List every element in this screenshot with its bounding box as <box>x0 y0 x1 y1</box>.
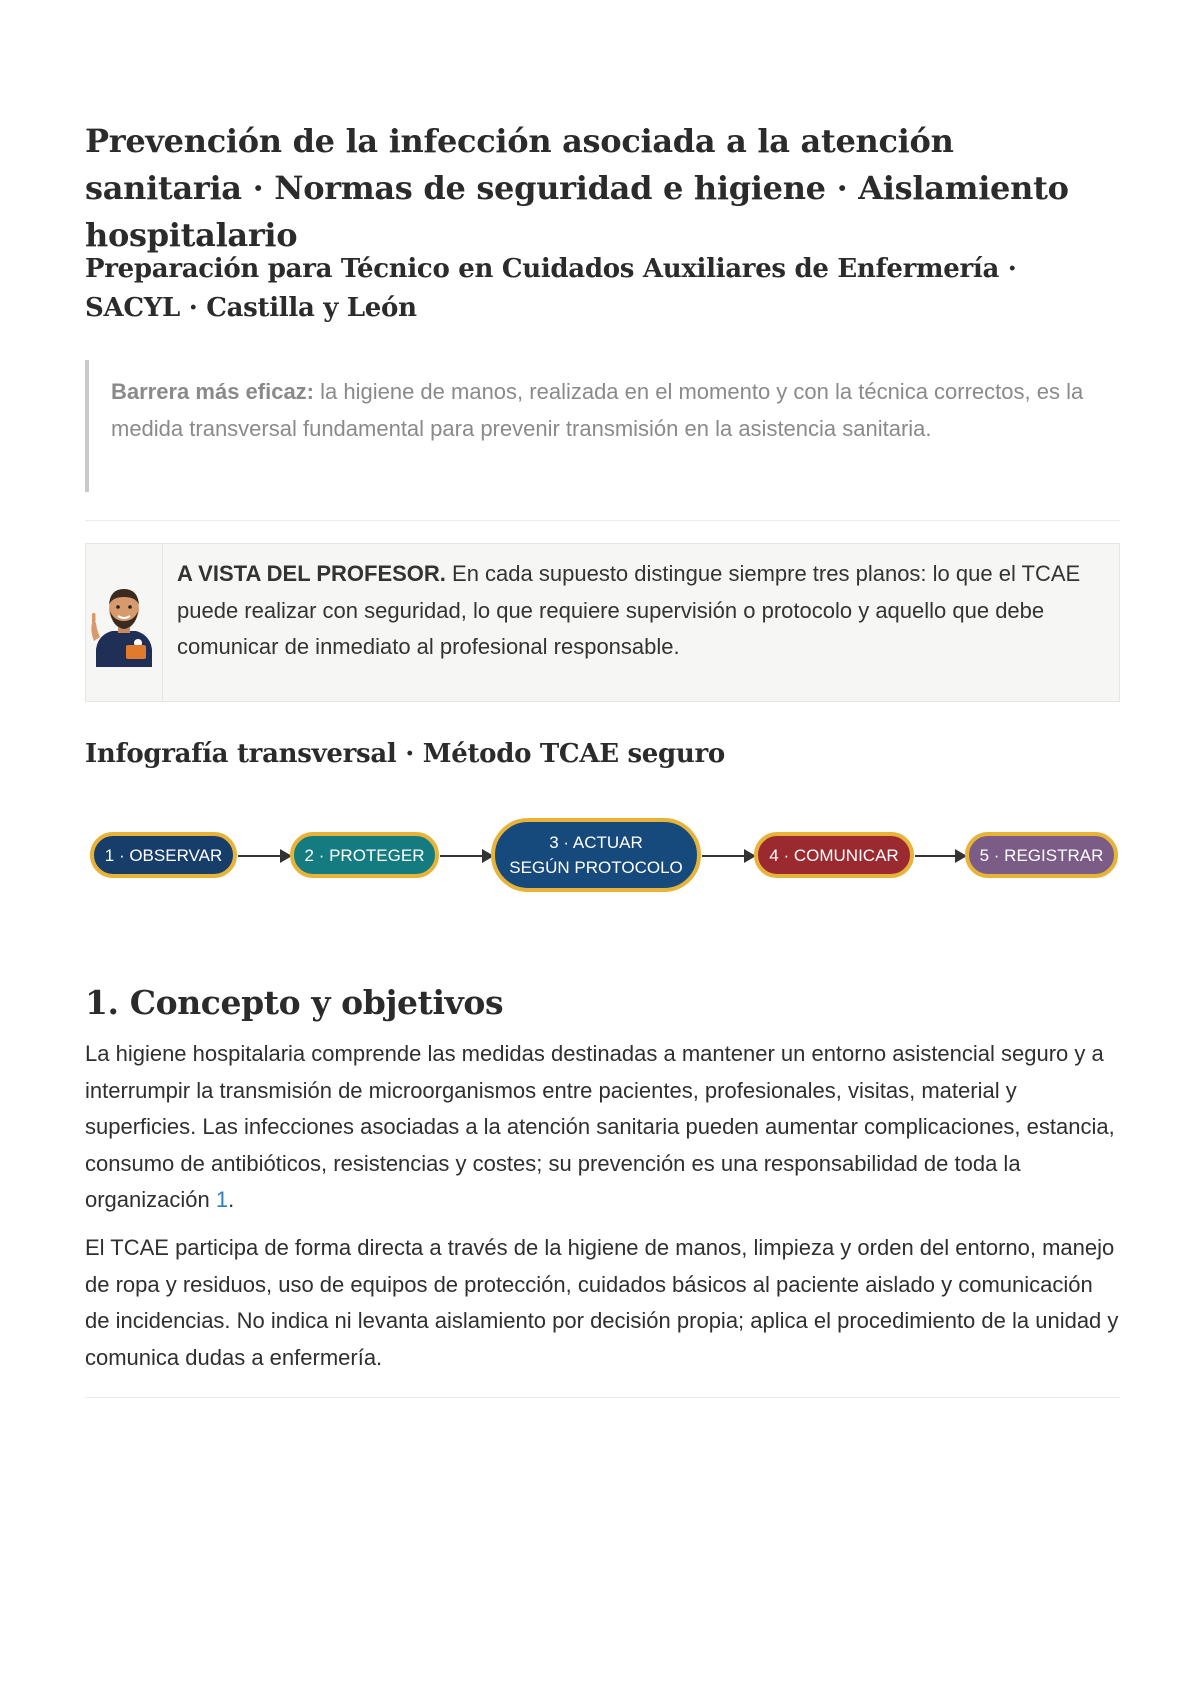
paragraph-end: . <box>228 1187 235 1212</box>
infographic-title: Infografía transversal · Método TCAE seguro <box>85 739 725 769</box>
section-title: 1. Concepto y objetivos <box>85 983 504 1022</box>
flow-arrow <box>915 855 965 857</box>
divider <box>85 1397 1120 1398</box>
step-comunicar <box>754 832 914 878</box>
professor-note <box>85 543 1120 702</box>
quote-label: Barrera más eficaz: <box>111 379 315 404</box>
flow-arrow <box>702 855 754 857</box>
professor-body: En cada supuesto distingue siempre tres planos: lo que el TCAE puede realizar con seguridad, lo que requiere supervisión o protocolo y aquello que debe comunicar de inmediato al profesional responsable. <box>177 561 1081 659</box>
section-paragraph-1 <box>85 1036 1120 1219</box>
divider <box>85 520 1120 521</box>
page-title: Prevención de la infección asociada a la atención sanitaria · Normas de seguridad e higiene · Aislamiento hospitalario <box>85 122 1069 254</box>
step-observar <box>90 832 237 878</box>
infographic-flow <box>85 815 1120 895</box>
step-actuar <box>491 818 701 892</box>
step-proteger <box>290 832 439 878</box>
avatar <box>86 544 163 701</box>
step-registrar <box>965 832 1118 878</box>
page-subtitle: Preparación para Técnico en Cuidados Auxiliares de Enfermería · SACYL · Castilla y León <box>85 254 1017 323</box>
flow-arrow <box>238 855 290 857</box>
flow-arrow <box>440 855 492 857</box>
step-label: 4 · COMUNICAR <box>769 845 899 865</box>
step-label: 1 · OBSERVAR <box>104 845 223 865</box>
professor-avatar-icon <box>86 579 162 667</box>
citation-link[interactable]: 1 <box>215 1187 229 1212</box>
step-label-line2: SEGÚN PROTOCOLO <box>509 858 683 877</box>
step-label-line1: 3 · ACTUAR <box>549 833 643 852</box>
section-paragraph-2: El TCAE participa de forma directa a través de la higiene de manos, limpieza y orden del entorno, manejo de ropa y residuos, uso de equipos de protección, cuidados básicos al paciente aislado y comunicación de incidencias. No indica ni levanta aislamiento por decisión propia; aplica el procedimiento de la unidad y comunica dudas a enfermería. <box>85 1235 1119 1370</box>
professor-text <box>163 544 1119 701</box>
quote-text: la higiene de manos, realizada en el momento y con la técnica correctos, es la medida transversal fundamental para prevenir transmisión en la asistencia sanitaria. <box>111 379 1084 441</box>
paragraph-text: La higiene hospitalaria comprende las medidas destinadas a mantener un entorno asistencial seguro y a interrumpir la transmisión de microorganismos entre pacientes, profesionales, visitas, material y superficies. Las infecciones asociadas a la atención sanitaria pueden aumentar complicaciones, estancia, consumo de antibióticos, resistencias y costes; su prevención es una responsabilidad de toda la organización <box>85 1041 1115 1212</box>
highlight-quote <box>85 360 1120 492</box>
step-label: 2 · PROTEGER <box>304 845 425 865</box>
step-label: 5 · REGISTRAR <box>979 845 1104 865</box>
professor-label: A VISTA DEL PROFESOR. <box>177 561 446 586</box>
